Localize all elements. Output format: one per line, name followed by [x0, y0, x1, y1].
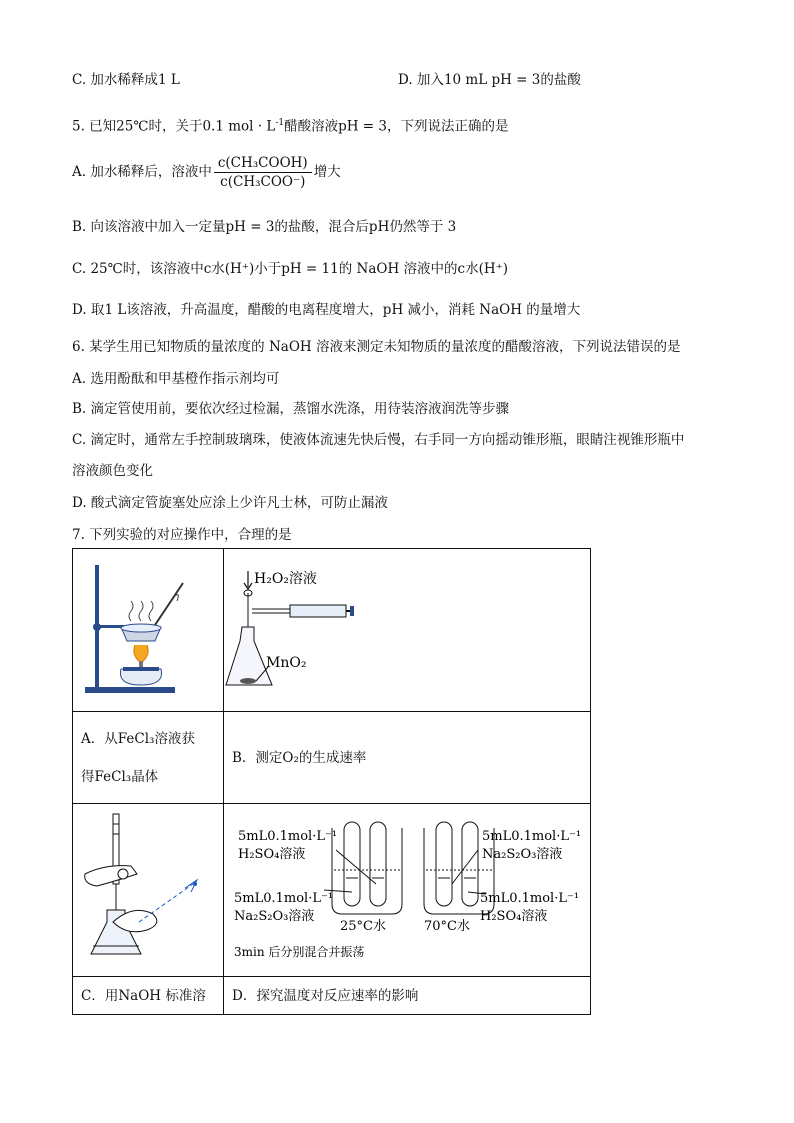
q5-option-a-suffix: 增大 — [313, 164, 341, 180]
q5-conc: 0.1 mol · L — [202, 118, 276, 135]
left-temp: 25°C水 — [340, 919, 386, 934]
q5-temp: 25℃ — [116, 118, 149, 135]
q4-option-d-prefix: D. 加入 — [398, 72, 444, 88]
experiment-table — [72, 548, 591, 1015]
q5-stem — [72, 113, 509, 137]
q5-option-b-ph: pH = 3 — [225, 219, 275, 235]
label-b — [224, 745, 590, 771]
label-a — [73, 726, 223, 790]
q5-option-b-ph2: pH — [368, 219, 390, 235]
temperature-rate-figure — [224, 804, 590, 972]
q6-option-c-line2: 溶液颜色变化 — [72, 463, 153, 479]
left-label-4: Na₂S₂O₃溶液 — [234, 909, 315, 924]
q4-option-d-value: 10 mL pH = 3 — [443, 72, 541, 88]
label-a-fecl3: FeCl₃ — [117, 730, 155, 747]
right-label-4: H₂SO₄溶液 — [480, 909, 548, 924]
right-label-3: 5mL0.1mol·L⁻¹ — [480, 891, 580, 906]
q5-option-c-ph: pH = 11 — [281, 261, 339, 277]
q5-option-b-end: 仍然等于 3 — [389, 219, 457, 235]
evaporation-apparatus-figure — [73, 549, 223, 707]
label-d-cell — [224, 977, 591, 1015]
q5-option-c-d: 小于 — [254, 261, 282, 277]
q6-option-d: D. 酸式滴定管旋塞处应涂上少许凡士林，可防止漏液 — [72, 495, 388, 511]
label-d: D．探究温度对反应速率的影响 — [232, 987, 419, 1004]
label-a-3: 得 — [81, 768, 95, 785]
q5-option-d-b: 该溶液，升高温度，醋酸的电离程度增大，pH 减小，消耗 NaOH 的量增大 — [126, 302, 581, 318]
q4-option-c — [72, 70, 180, 90]
label-a-cell — [73, 712, 224, 804]
left-label-2: H₂SO₄溶液 — [238, 847, 306, 862]
label-a-fecl3-2: FeCl₃ — [94, 768, 132, 785]
q5-option-c-a: C. — [72, 261, 87, 277]
figure-b-cell — [224, 549, 591, 712]
q5-stem-d: ，下列说法正确的是 — [387, 118, 509, 135]
q5-stem-c: 醋酸溶液 — [284, 118, 339, 135]
label-c: C．用NaOH 标准溶 — [81, 987, 206, 1004]
q5-option-c-b: 时，该溶液中 — [122, 261, 204, 277]
q5-stem-b: 时，关于 — [148, 118, 203, 135]
label-a-1: A．从 — [81, 730, 118, 747]
q5-option-d-v: 1 L — [104, 302, 127, 318]
figure-c-cell — [73, 804, 224, 977]
titration-figure — [73, 804, 223, 972]
q5-option-b-mid: 的盐酸，混合后 — [274, 219, 369, 235]
q5-option-c-e: 的 NaOH 溶液中的 — [338, 261, 458, 277]
q6-option-a: A. 选用酚酞和甲基橙作指示剂均可 — [72, 371, 280, 387]
label-b-1: B．测定 — [232, 749, 283, 766]
fraction-denominator: c(CH₃COO⁻) — [220, 174, 306, 190]
label-a-2: 溶液获 — [154, 730, 195, 747]
h2o2-label: H₂O₂溶液 — [254, 571, 317, 587]
mixing-note: 3min 后分别混合并振荡 — [234, 945, 365, 959]
q5-option-d — [72, 300, 580, 320]
right-temp: 70°C水 — [424, 919, 470, 934]
left-label-3: 5mL0.1mol·L⁻¹ — [234, 891, 334, 906]
q5-ph: pH = 3 — [338, 118, 387, 135]
right-label-1: 5mL0.1mol·L⁻¹ — [482, 829, 582, 844]
fraction-numerator: c(CH₃COOH) — [214, 154, 312, 173]
left-label-1: 5mL0.1mol·L⁻¹ — [238, 829, 338, 844]
q5-conc-exp: -1 — [275, 118, 285, 128]
o2-rate-apparatus-figure — [224, 549, 590, 707]
label-b-2: 的生成速率 — [298, 749, 367, 766]
q5-option-c-temp: 25℃ — [90, 261, 123, 277]
q6-option-b: B. 滴定管使用前，要依次经过检漏，蒸馏水洗涤，用待装溶液润洗等步骤 — [72, 401, 510, 417]
label-c-cell — [73, 977, 224, 1015]
q5-option-b-a: B. 向该溶液中加入一定量 — [72, 219, 226, 235]
q4-option-d-suffix: 的盐酸 — [540, 72, 581, 88]
mno2-label: MnO₂ — [266, 655, 307, 671]
q5-option-b — [72, 217, 456, 237]
label-b-cell — [224, 712, 591, 804]
q4-option-c-prefix: C. 加水稀释成 — [72, 72, 158, 88]
q5-stem-a: 5. 已知 — [72, 118, 117, 135]
q4-option-d — [398, 70, 581, 90]
label-b-o2: O₂ — [282, 749, 299, 766]
q5-option-a-fraction — [214, 154, 312, 191]
q5-option-a-prefix: A. 加水稀释后，溶液中 — [72, 164, 212, 180]
q5-option-c-f: c水(H⁺) — [457, 261, 509, 277]
q4-option-c-value: 1 L — [157, 72, 180, 88]
q7-stem: 7. 下列实验的对应操作中，合理的是 — [72, 527, 292, 543]
label-a-4: 晶体 — [131, 768, 159, 785]
q5-option-d-a: D. 取 — [72, 302, 105, 318]
q5-option-c — [72, 259, 508, 279]
figure-a-cell — [73, 549, 224, 712]
q6-stem: 6. 某学生用已知物质的量浓度的 NaOH 溶液来测定未知物质的量浓度的醋酸溶液，下列说法错误的是 — [72, 339, 681, 355]
figure-d-cell — [224, 804, 591, 977]
q5-option-a — [72, 150, 341, 194]
q5-option-c-c: c水(H⁺) — [203, 261, 255, 277]
q6-option-c-line1: C. 滴定时，通常左手控制玻璃珠，使液体流速先快后慢，右手同一方向摇动锥形瓶，眼睛注视锥形瓶中 — [72, 432, 685, 448]
right-label-2: Na₂S₂O₃溶液 — [482, 847, 563, 862]
